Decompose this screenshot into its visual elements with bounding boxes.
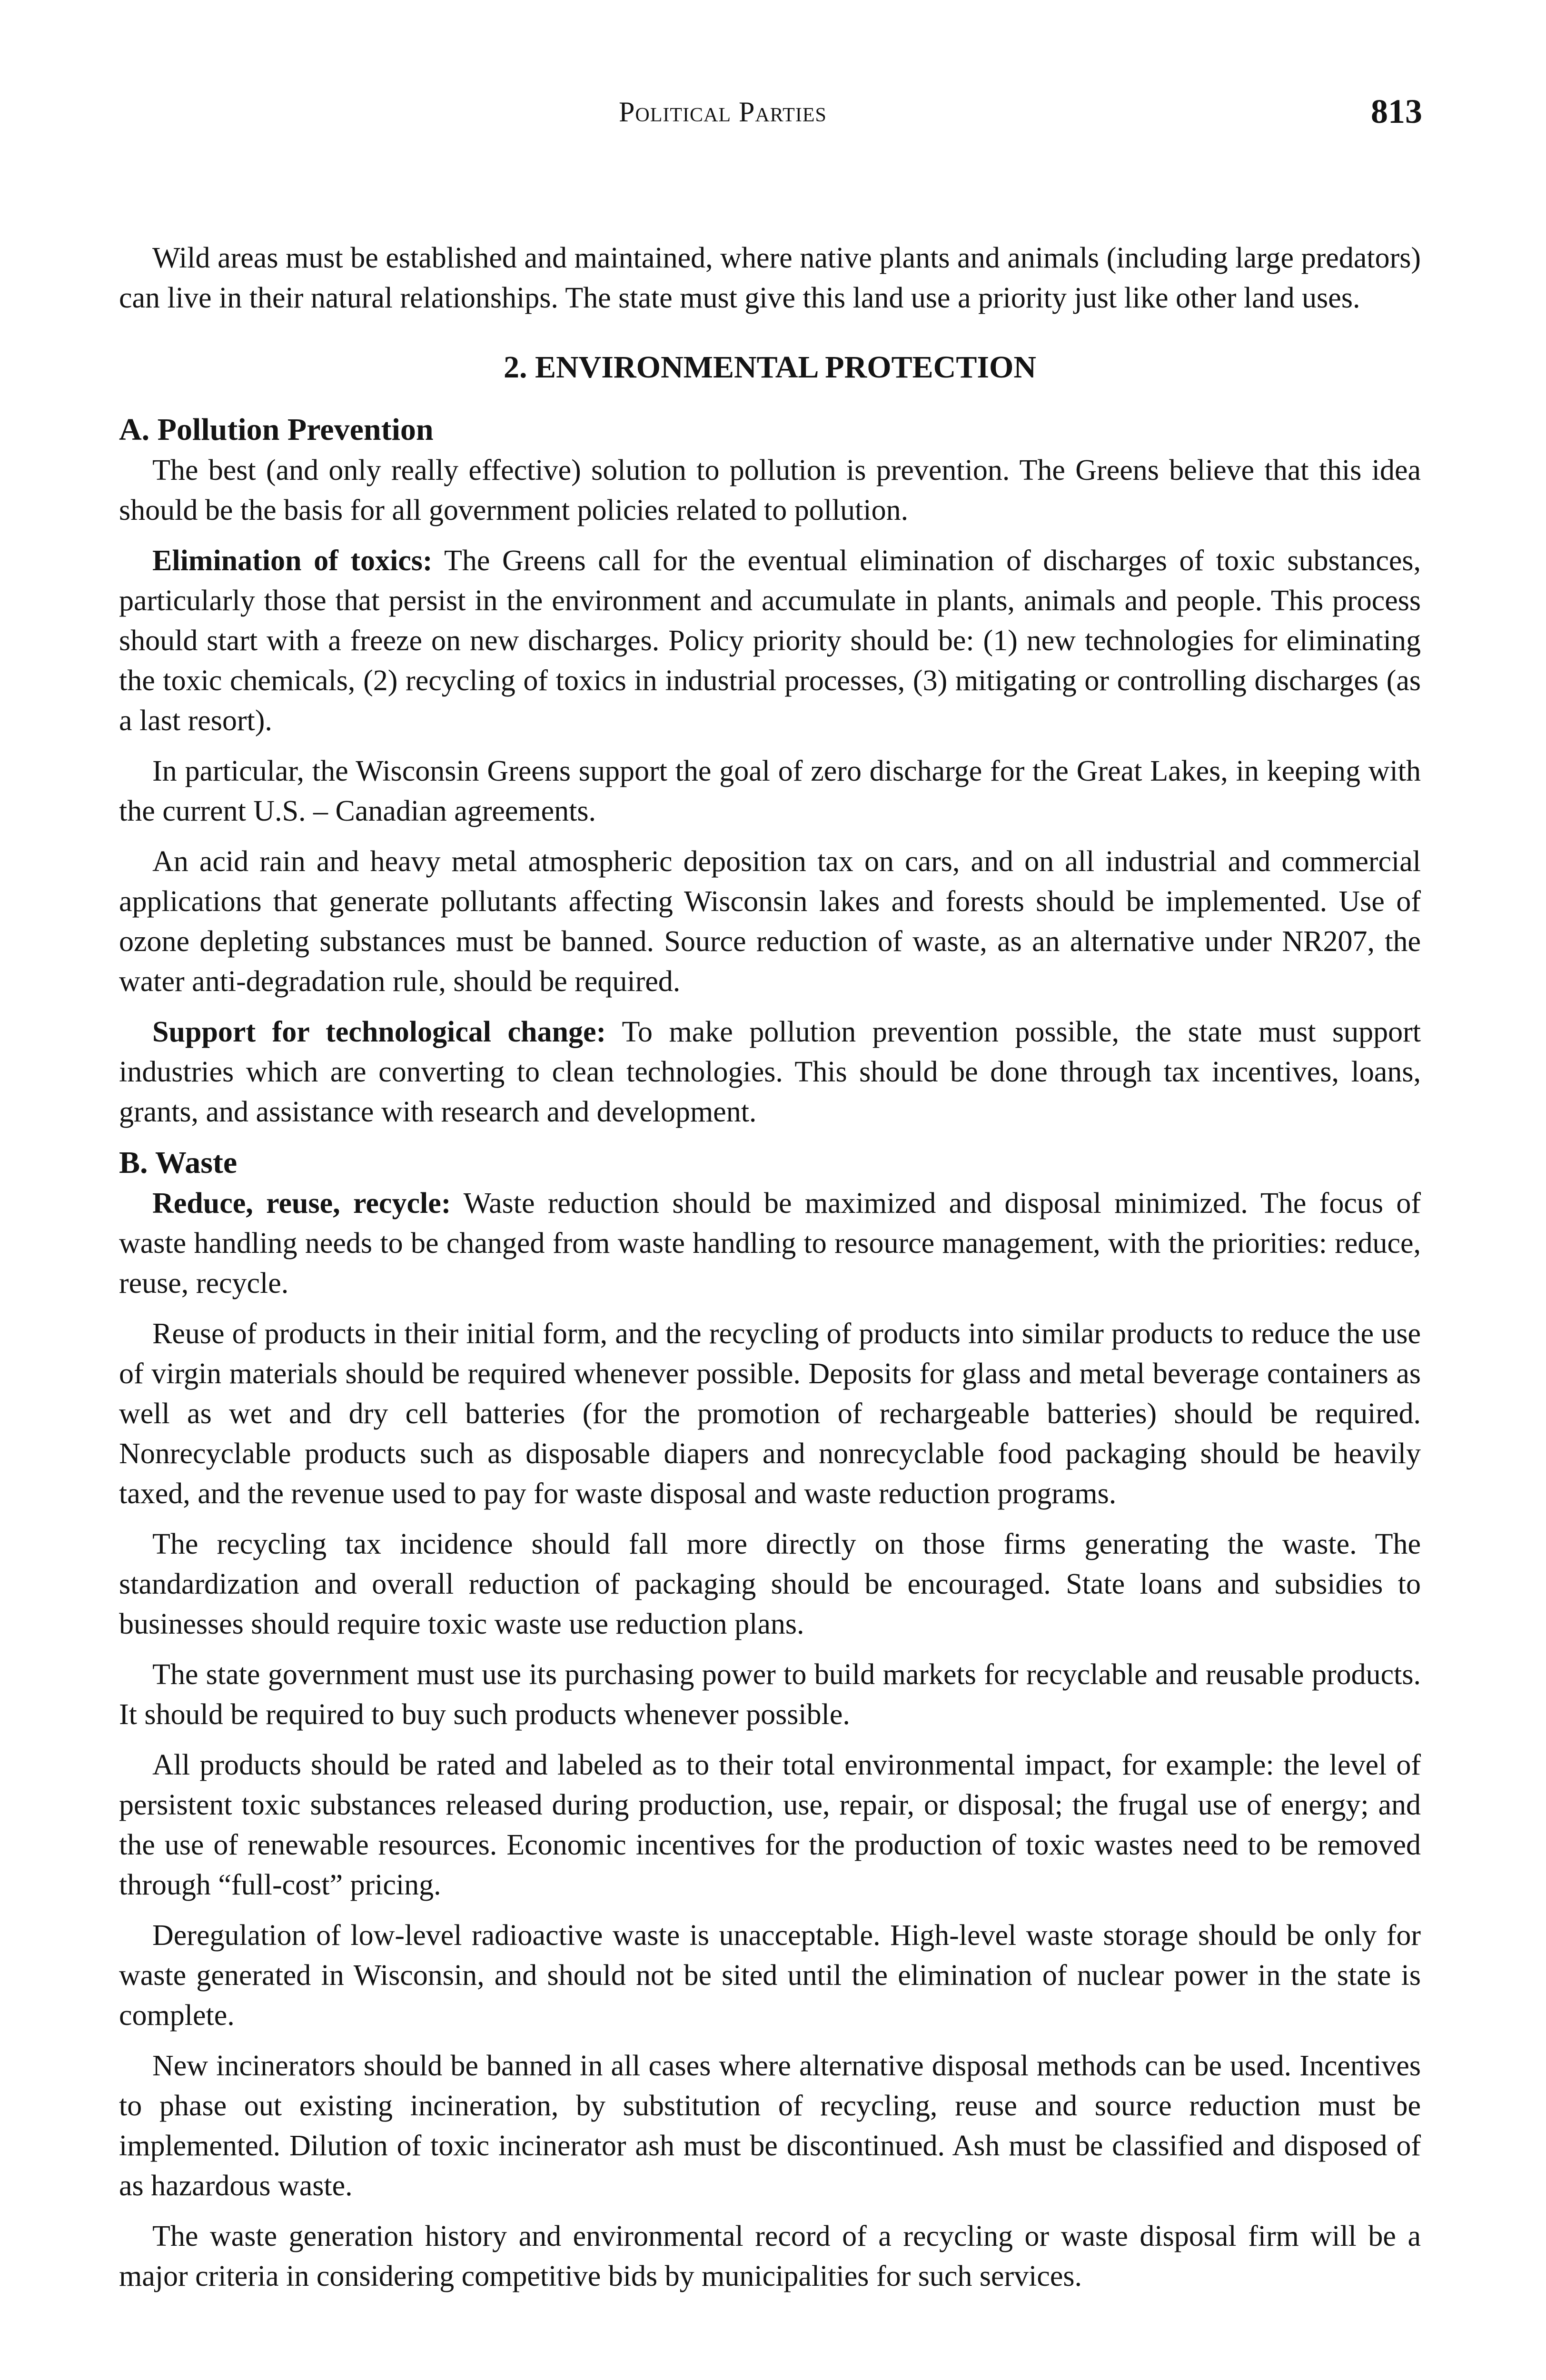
paragraph [119, 541, 1421, 741]
paragraph [119, 1012, 1421, 1132]
paragraph: Reuse of products in their initial form, and the recycling of products into similar products to reduce the use of virgin materials should be required whenever possible. Deposits for glass and metal beverage containers as well as wet and dry cell batteries (for the promotion of rechargeable batteries) should be required. Nonrecyclable products such as disposable diapers and nonrecyclable food packaging should be heavily taxed, and the revenue used to pay for waste disposal and waste reduction programs. [119, 1318, 1421, 1510]
body-text [119, 238, 1421, 2307]
paragraph-text: To make pollution prevention possible, the state must support industries which are converting to clean technologies. This should be done through tax incentives, loans, grants, and assistance with research and development. [119, 1016, 1421, 1128]
paragraph: The state government must use its purchasing power to build markets for recyclable and reusable products. It should be required to buy such products whenever possible. [119, 1658, 1421, 1731]
run-in-heading: Reduce, reuse, recycle: [152, 1187, 451, 1220]
paragraph: An acid rain and heavy metal atmospheric deposition tax on cars, and on all industrial and commercial applications that generate pollutants affecting Wisconsin lakes and forests should be implemented. Use of ozone depleting substances must be banned. Source reduction of waste, as an alternative under NR207, the water anti-degradation rule, should be required. [119, 845, 1421, 998]
intro-paragraph: Wild areas must be established and maintained, where native plants and animals (including large predators) can live in their natural relationships. The state must give this land use a priority just like other land uses. [119, 242, 1421, 314]
subsection-title-waste: B. Waste [119, 1145, 238, 1180]
paragraph: All products should be rated and labeled as to their total environmental impact, for example: the level of persistent toxic substances released during production, use, repair, or disposal; the frugal use of energy; and the use of renewable resources. Economic incentives for the production of toxic wastes need to be removed through “full-cost” pricing. [119, 1749, 1421, 1901]
paragraph: The best (and only really effective) solution to pollution is prevention. The Greens believe that this idea should be the basis for all government policies related to pollution. [119, 454, 1421, 526]
paragraph [119, 1183, 1421, 1303]
running-head: Political Parties [619, 96, 827, 128]
paragraph-text: Waste reduction should be maximized and disposal minimized. The focus of waste handling needs to be changed from waste handling to resource management, with the priorities: reduce, reuse, recycle. [119, 1187, 1421, 1299]
run-in-heading: Elimination of toxics: [152, 545, 433, 577]
paragraph-text: The Greens call for the eventual elimination of discharges of toxic substances, particularly those that persist in the environment and accumulate in plants, animals and people. This process should start with a freeze on new discharges. Policy priority should be: (1) new technologies for eliminating the toxic chemicals, (2) recycling of toxics in industrial processes, (3) mitigating or controlling discharges (as a last resort). [119, 545, 1421, 737]
paragraph: Deregulation of low-level radioactive waste is unacceptable. High-level waste storage should be only for waste generated in Wisconsin, and should not be sited until the elimination of nuclear power in the state is complete. [119, 1919, 1421, 2032]
paragraph: In particular, the Wisconsin Greens support the goal of zero discharge for the Great Lakes, in keeping with the current U.S. – Canadian agreements. [119, 755, 1421, 827]
page-number: 813 [1371, 92, 1422, 130]
run-in-heading: Support for technological change: [152, 1016, 606, 1048]
paragraph: The recycling tax incidence should fall more directly on those firms generating the waste. The standardization and overall reduction of packaging should be encouraged. State loans and subsidies to businesses should require toxic waste use reduction plans. [119, 1528, 1421, 1640]
paragraph: The waste generation history and environmental record of a recycling or waste disposal firm will be a major criteria in considering competitive bids by municipalities for such services. [119, 2220, 1421, 2292]
paragraph: New incinerators should be banned in all cases where alternative disposal methods can be used. Incentives to phase out existing incineration, by substitution of recycling, reuse and source reduction must be implemented. Dilution of toxic incinerator ash must be discontinued. Ash must be classified and disposed of as hazardous waste. [119, 2050, 1421, 2202]
section-title: 2. ENVIRONMENTAL PROTECTION [503, 350, 1037, 385]
subsection-title-pollution-prevention: A. Pollution Prevention [119, 412, 434, 447]
